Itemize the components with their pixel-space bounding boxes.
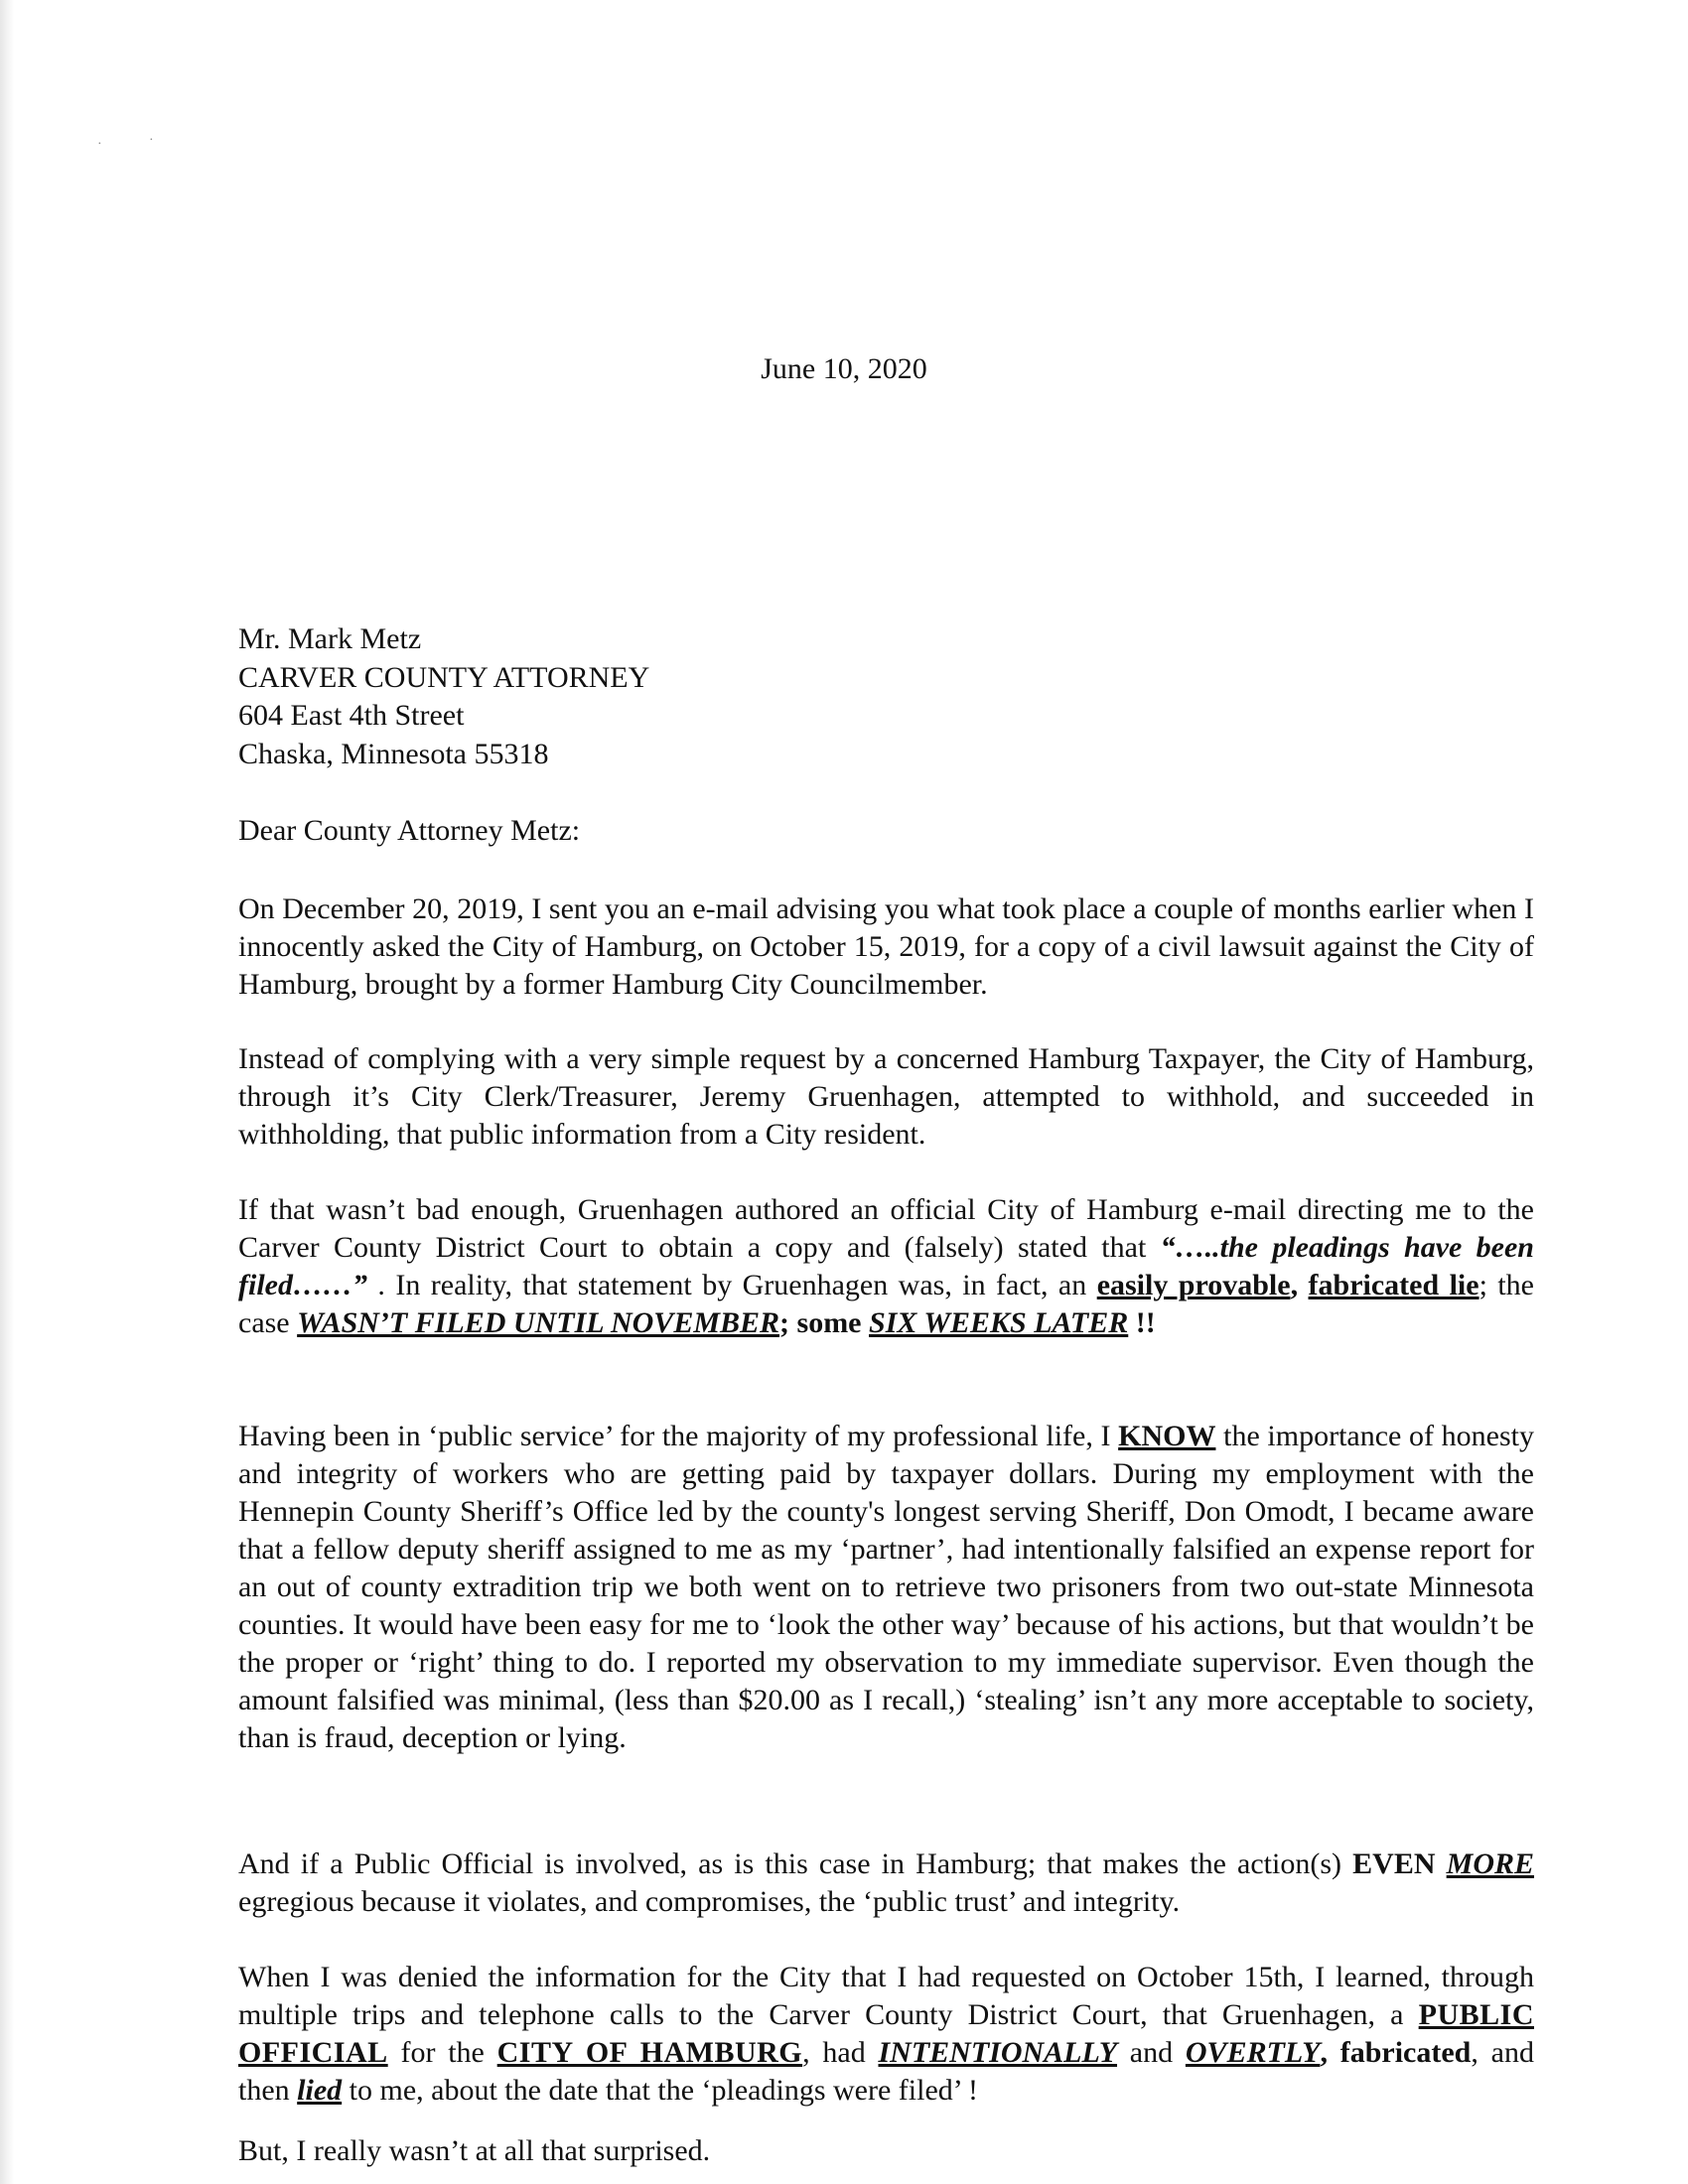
recipient-name: Mr. Mark Metz (238, 622, 422, 655)
emphasis-overtly: OVERTLY (1185, 2036, 1321, 2069)
emphasis-six-weeks-later: SIX WEEKS LATER (869, 1306, 1129, 1339)
emphasis-lied: lied (297, 2074, 343, 2107)
paragraph-3 (238, 1191, 1534, 1342)
p4-text: Having been in ‘public service’ for the majority of my professional life, I (238, 1420, 1119, 1452)
p5-text: And if a Public Official is involved, as is this case in Hamburg; that makes the action(s) (238, 1847, 1353, 1880)
emphasis-fabricated-lie: fabricated lie (1308, 1269, 1479, 1301)
recipient-address (238, 620, 649, 773)
letter-date: June 10, 2020 (761, 352, 927, 385)
emphasis-know: KNOW (1118, 1420, 1216, 1452)
p5-text: egregious because it violates, and compromises, the ‘public trust’ and integrity. (238, 1885, 1181, 1918)
p6-text: , and then (238, 2036, 1534, 2107)
p6-text: When I was denied the information for the City that I had requested on October 15th, I learned, through multiple trips and telephone calls to the Carver County District Court, that Gruenhagen, a (238, 1961, 1534, 2031)
recipient-city: Chaska, Minnesota 55318 (238, 737, 549, 770)
p3-text: ; the case (238, 1269, 1534, 1339)
p4-text: the importance of honesty and integrity of workers who are getting paid by taxpayer dollars. During my employment with the Hennepin County Sheriff’s Office led by the county's longest serving Sheriff, Don Omodt, I became aware that a fellow deputy sheriff assigned to me as my ‘partner’, had intentionally falsified an expense report for an out of county extradition trip we both went on to retrieve two prisoners from two out-state Minnesota counties. It would have been easy for me to ‘look the other way’ because of his actions, but that wouldn’t be the proper or ‘right’ thing to do. I reported my observation to my immediate supervisor. Even though the amount falsified was minimal, (less than $20.00 as I recall,) ‘stealing’ isn’t any more acceptable to society, than is fraud, deception or lying. (238, 1420, 1534, 1754)
paragraph-6 (238, 1959, 1534, 2110)
p6-text: , had (802, 2036, 879, 2069)
emphasis-not-filed: WASN’T FILED UNTIL NOVEMBER (297, 1306, 780, 1339)
recipient-street: 604 East 4th Street (238, 699, 465, 732)
p3-exclaim: !! (1128, 1306, 1156, 1339)
salutation: Dear County Attorney Metz: (238, 814, 581, 847)
p3-comma: , (1290, 1269, 1309, 1301)
p6-text: for the (387, 2036, 497, 2069)
p6-comma: , (1320, 2036, 1340, 2069)
paragraph-7-partial: But, I really wasn’t at all that surprised. (238, 2134, 711, 2167)
p5-space (1436, 1847, 1447, 1880)
p6-text: and (1117, 2036, 1186, 2069)
paragraph-5 (238, 1845, 1534, 1921)
paragraph-2: Instead of complying with a very simple request by a concerned Hamburg Taxpayer, the City of Hamburg, through it’s City Clerk/Treasurer, Jeremy Gruenhagen, attempted to withhold, and succeeded in withholding, that public information from a City resident. (238, 1042, 1534, 1151)
emphasis-fabricated: fabricated (1339, 2036, 1472, 2069)
p3-text: ; some (779, 1306, 870, 1339)
scan-speck: · (149, 133, 154, 148)
pleadings-quote: “…..the pleadings have been filed……” (238, 1231, 1534, 1301)
scan-speck: · (97, 137, 102, 152)
emphasis-city-of-hamburg: CITY OF HAMBURG (496, 2036, 803, 2069)
p3-text: If that wasn’t bad enough, Gruenhagen authored an official City of Hamburg e-mail directing me to the Carver County District Court to obtain a copy and (falsely) stated that (238, 1193, 1534, 1264)
p6-text: to me, about the date that the ‘pleadings were filed’ ! (342, 2074, 979, 2107)
emphasis-intentionally: INTENTIONALLY (878, 2036, 1118, 2069)
emphasis-even: EVEN (1352, 1847, 1436, 1880)
emphasis-more: MORE (1446, 1847, 1535, 1880)
paragraph-1: On December 20, 2019, I sent you an e-mail advising you what took place a couple of months earlier when I innocently asked the City of Hamburg, on October 15, 2019, for a copy of a civil lawsuit against the City of Hamburg, brought by a former Hamburg City Councilmember. (238, 892, 1534, 1001)
paragraph-4 (238, 1418, 1534, 1757)
recipient-title: CARVER COUNTY ATTORNEY (238, 660, 650, 694)
emphasis-easily-provable: easily provable (1096, 1269, 1291, 1301)
emphasis-public-official: PUBLIC OFFICIAL (238, 1998, 1534, 2069)
scan-edge-shadow (0, 0, 14, 2184)
p3-text: . In reality, that statement by Gruenhagen was, in fact, an (366, 1269, 1097, 1301)
